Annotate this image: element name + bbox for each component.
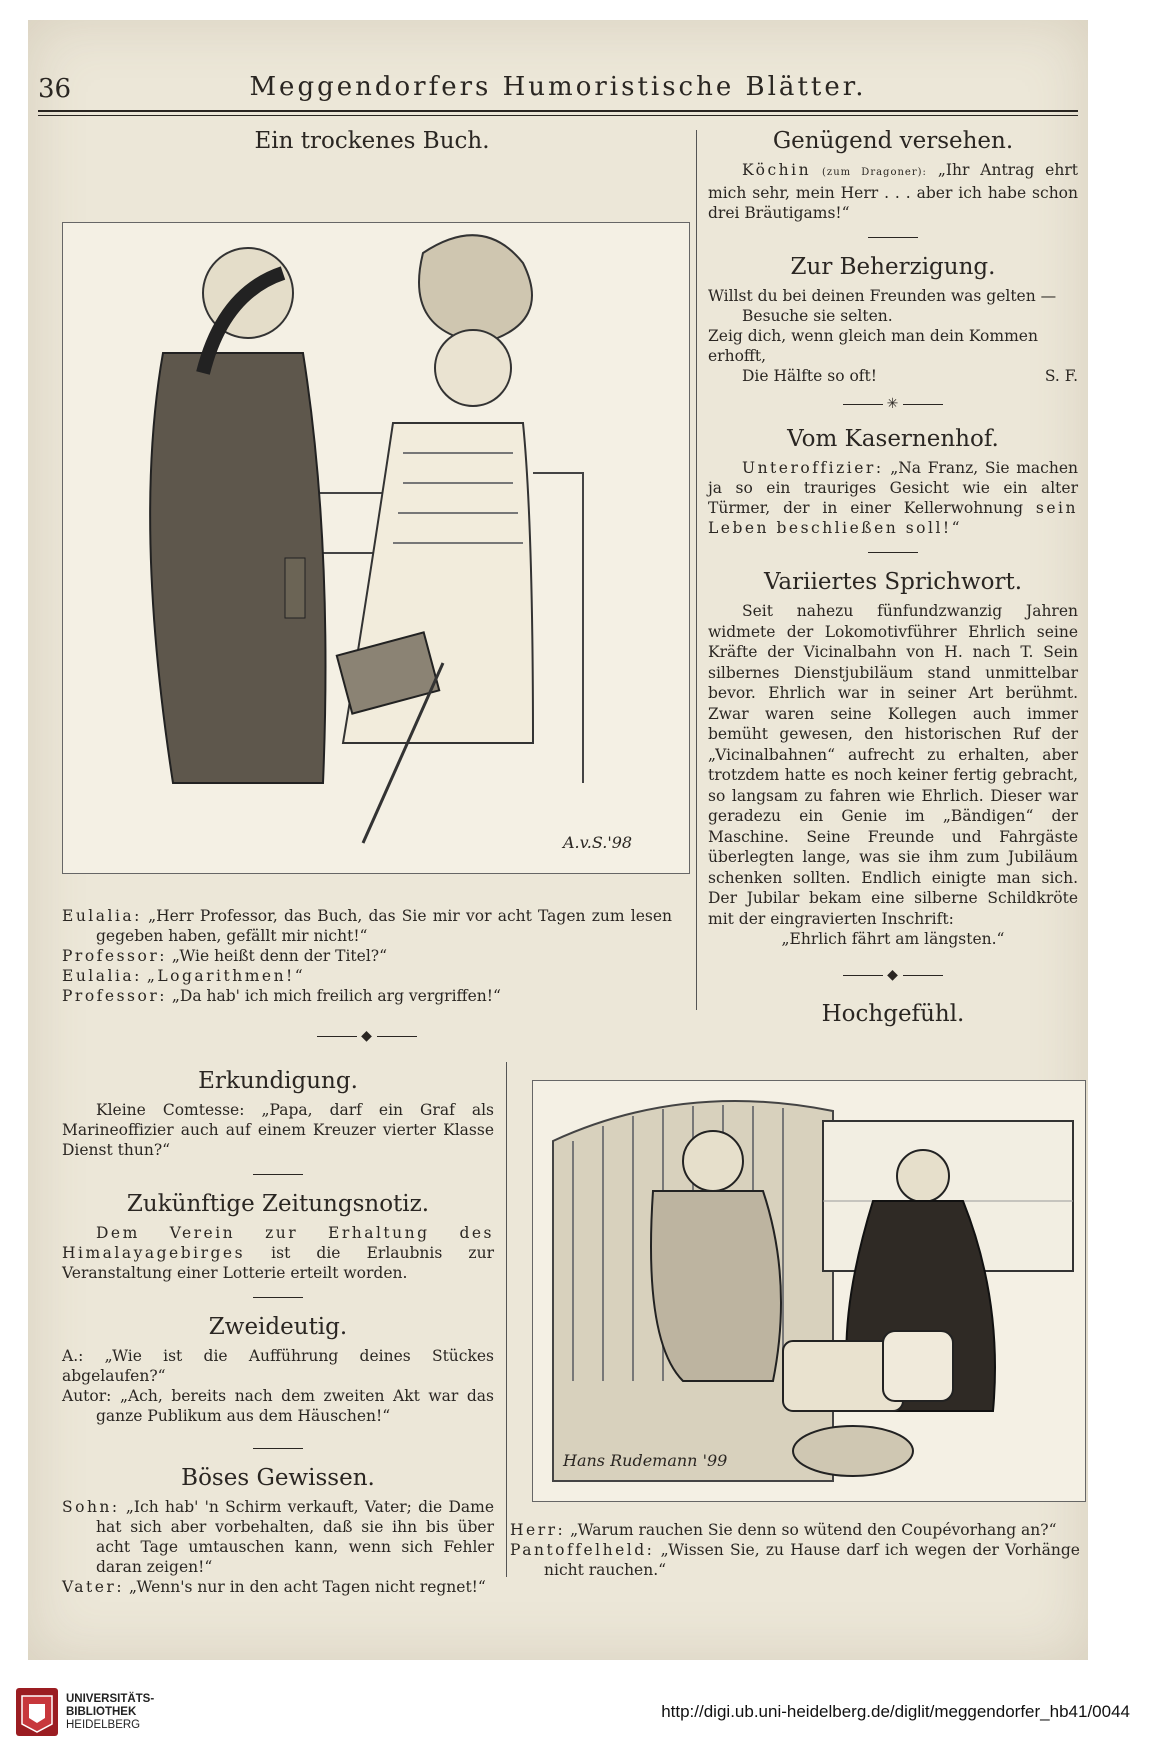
dialogue-line: Eulalia: „Herr Professor, das Buch, das Sie mir vor acht Tagen zum lesen gegeben haben, gefällt mir nicht!“: [62, 907, 672, 945]
passenger-head: [683, 1131, 743, 1191]
dialogue-hochgefuehl: [510, 1520, 1080, 1580]
article-text: Seit nahezu fünfundzwanzig Jahren widmete der Lokomotivführer Ehrlich seine Kräfte der Vicinalbahn von H. nach T. Sein silbernes Dienstjubiläum stand unmittelbar bevor. Ehrlich war in seiner Art berühmt. Zwar waren seine Kollegen auch immer bemüht gewesen, den historischen Ruf der „Vicinalbahnen“ aufrecht zu erhalten, aber trotzdem hatte es noch keiner fertig gebracht, so langsam zu fahren wie Ehrlich. Dieser war geradezu ein Genie im „Bändigen“ der Maschine. Seine Freunde und Fahrgäste überlegten lange, was sie ihm zum Jubiläum schenken sollten. Endlich einigte man sich. Der Jubilar bekam eine silberne Schildkröte mit der eingravierten Inschrift:: [708, 602, 1078, 928]
hatbox: [883, 1331, 953, 1401]
dialogue-line: Professor: „Wie heißt denn der Titel?“: [62, 947, 388, 965]
dialogue-line: Eulalia: „Logarithmen!“: [62, 967, 306, 985]
dialogue-line: Professor: „Da hab' ich mich freilich arg vergriffen!“: [62, 987, 501, 1005]
dialogue-line: A.: „Wie ist die Aufführung deines Stückes abgelaufen?“: [62, 1347, 494, 1385]
poem-author: S. F.: [1044, 367, 1078, 385]
header-rule-thin: [38, 115, 1078, 116]
article-title: Zukünftige Zeitungsnotiz.: [126, 1191, 430, 1217]
right-column: [708, 128, 1078, 1027]
header-rule: [38, 110, 1078, 112]
footer-bar: [0, 1670, 1160, 1753]
running-title: Meggendorfers Humoristische Blätter.: [249, 72, 867, 102]
ornament-divider: ◆: [708, 967, 1078, 983]
lady-head: [435, 330, 511, 406]
short-rule: [868, 552, 918, 553]
short-rule: [253, 1297, 303, 1298]
passenger-body: [651, 1191, 781, 1381]
ornament-divider: ✳: [708, 396, 1078, 412]
article-title: Ein trockenes Buch.: [254, 128, 490, 154]
professor-book: [285, 558, 305, 618]
inscription: „Ehrlich fährt am längsten.“: [781, 930, 1005, 948]
article-text: Dem Verein zur Erhaltung des Himalayagebirges ist die Erlaubnis zur Veranstaltung einer Lotterie erteilt worden.: [62, 1224, 494, 1282]
article-ein-trockenes-buch: [62, 128, 682, 154]
poem-line: Willst du bei deinen Freunden was gelten —: [708, 287, 1057, 305]
ornament-divider: ◆: [62, 1028, 672, 1044]
poem-line: Die Hälfte so oft!: [742, 367, 878, 385]
article-text: Köchin (zum Dragoner): „Ihr Antrag ehrt mich sehr, mein Herr . . . aber ich habe schon drei Bräutigams!“: [708, 161, 1078, 222]
article-title: Erkundigung.: [198, 1068, 358, 1094]
short-rule: [253, 1448, 303, 1449]
artist-signature: Hans Rudemann '99: [563, 1451, 728, 1470]
chair: [533, 473, 583, 783]
poem-line: Zeig dich, wenn gleich man dein Kommen erhofft,: [708, 327, 1038, 365]
article-title: Böses Gewissen.: [181, 1465, 375, 1491]
article-title: Vom Kasernenhof.: [787, 426, 999, 452]
university-seal-icon: [14, 1686, 60, 1738]
page-header: [38, 56, 1078, 116]
smoker-head: [897, 1150, 949, 1202]
library-logo-text: UNIVERSITÄTS- BIBLIOTHEK HEIDELBERG: [66, 1693, 155, 1731]
dialogue-line: Sohn: „Ich hab' 'n Schirm verkauft, Vater; die Dame hat sich aber vorbehalten, daß sie ihn bis über acht Tage umtauschen kann, wenn sich Fehler daran zeigen!“: [62, 1498, 494, 1576]
poem-line: Besuche sie selten.: [742, 307, 893, 325]
page-number: 36: [38, 74, 72, 104]
article-title: Hochgefühl.: [821, 1001, 965, 1027]
dialogue-line: Autor: „Ach, bereits nach dem zweiten Akt war das ganze Publikum aus dem Häuschen!“: [62, 1387, 494, 1425]
artist-signature: A.v.S.'98: [563, 833, 633, 852]
lady-hat: [419, 235, 532, 343]
dialogue-line: Pantoffelheld: „Wissen Sie, zu Hause darf ich wegen der Vorhänge nicht rauchen.“: [510, 1541, 1080, 1579]
column-divider-lower: [506, 1062, 507, 1577]
illustration-professor-eulalia: [62, 222, 690, 874]
poem: [708, 286, 1078, 386]
article-title: Zweideutig.: [208, 1314, 348, 1340]
dialogue-ein-trockenes-buch: [62, 906, 672, 1058]
article-text: Unteroffizier: „Na Franz, Sie machen ja so ein trauriges Gesicht wie ein alter Türmer, der in einer Kellerwohnung sein Leben beschließen soll!“: [708, 459, 1078, 537]
dialogue-line: Herr: „Warum rauchen Sie denn so wütend den Coupévorhang an?“: [510, 1521, 1057, 1539]
article-title: Genügend versehen.: [772, 128, 1014, 154]
dialogue-line: Vater: „Wenn's nur in den acht Tagen nicht regnet!“: [62, 1578, 486, 1596]
short-rule: [868, 237, 918, 238]
illustration-train-compartment: [532, 1080, 1086, 1502]
hat: [793, 1426, 913, 1476]
illustration-drawing: [533, 1081, 1085, 1501]
column-divider-upper: [696, 130, 697, 1010]
article-text: Kleine Comtesse: „Papa, darf ein Graf als Marineoffizier auch auf einem Kreuzer vierter Klasse Dienst thun?“: [62, 1101, 494, 1159]
illustration-drawing: [63, 223, 689, 873]
left-lower-column: [62, 1068, 494, 1597]
article-title: Zur Beherzigung.: [790, 254, 996, 280]
short-rule: [253, 1174, 303, 1175]
article-title: Variiertes Sprichwort.: [763, 569, 1023, 595]
source-url[interactable]: http://digi.ub.uni-heidelberg.de/diglit/meggendorfer_hb41/0044: [661, 1702, 1130, 1721]
